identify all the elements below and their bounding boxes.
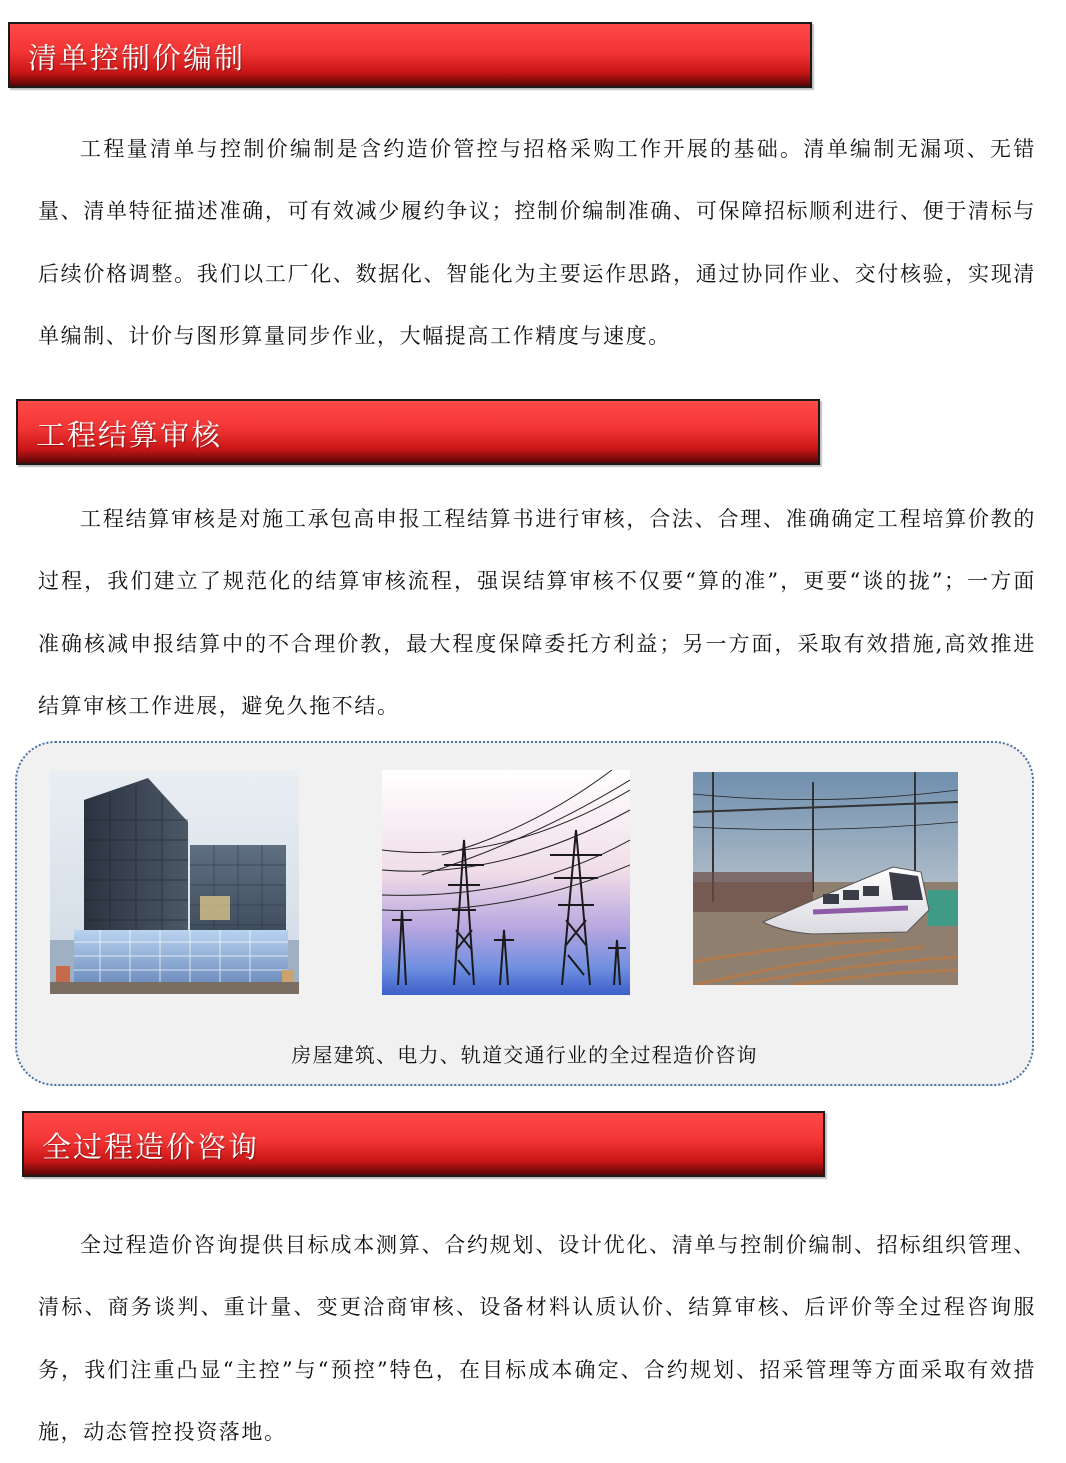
- section-header-full-process: [22, 1111, 825, 1177]
- power-tower-photo: [382, 770, 630, 995]
- section-header-bill-pricing: [8, 22, 812, 88]
- train-photo: [693, 772, 958, 985]
- section-title: 清单控制价编制: [28, 41, 246, 76]
- section-title: 工程结算审核: [36, 418, 223, 453]
- image-gallery: [15, 741, 1034, 1086]
- section-body: 全过程造价咨询提供目标成本测算、合约规划、设计优化、清单与控制价编制、招标组织管理、清标、商务谈判、重计量、变更洽商审核、设备材料认质认价、结算审核、后评价等全过程咨询服务，我们注重凸显“主控”与“预控”特色，在目标成本确定、合约规划、招采管理等方面采取有效措施，动态管控投资落地。: [38, 1233, 1036, 1444]
- building-photo: [50, 770, 299, 994]
- gallery-caption: 房屋建筑、电力、轨道交通行业的全过程造价咨询: [291, 1043, 758, 1067]
- section-title: 全过程造价咨询: [42, 1130, 260, 1165]
- section-body: 工程量清单与控制价编制是含约造价管控与招格采购工作开展的基础。清单编制无漏项、无错量、清单特征描述准确，可有效减少履约争议；控制价编制准确、可保障招标顺利进行、便于清标与后续价格调整。我们以工厂化、数据化、智能化为主要运作思路，通过协同作业、交付核验，实现清单编制、计价与图形算量同步作业，大幅提高工作精度与速度。: [38, 137, 1036, 348]
- section-body: 工程结算审核是对施工承包高申报工程结算书进行审核，合法、合理、准确确定工程培算价教的过程，我们建立了规范化的结算审核流程，强误结算审核不仅要“算的准”，更要“谈的拢”；一方面准确核减申报结算中的不合理价教，最大程度保障委托方利益；另一方面，采取有效措施,高效推进结算审核工作进展，避免久拖不结。: [38, 507, 1036, 718]
- section-header-settlement-audit: [16, 399, 820, 465]
